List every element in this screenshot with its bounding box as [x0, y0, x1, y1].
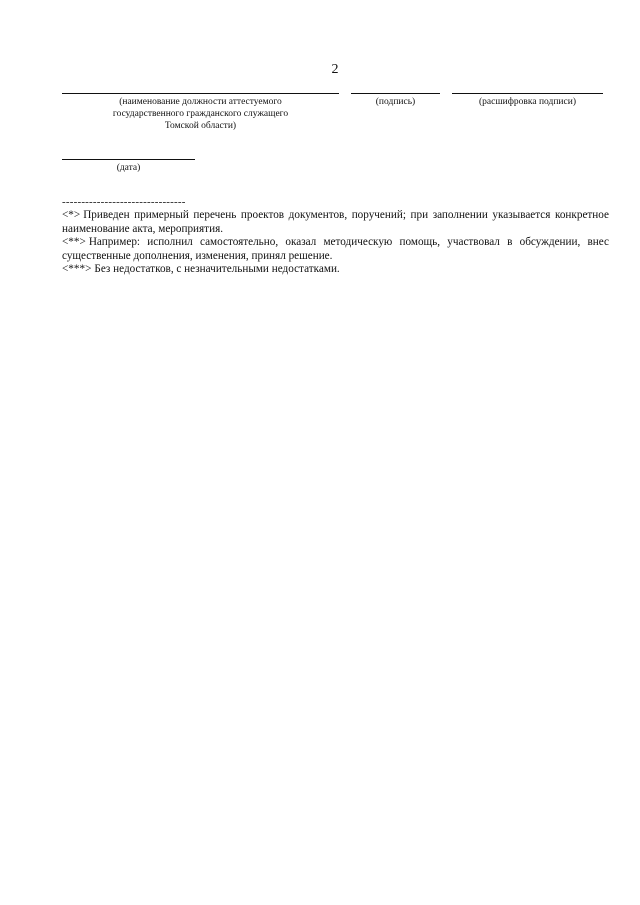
footnote-separator: -------------------------------- [62, 196, 186, 208]
position-caption [62, 96, 339, 132]
position-caption-line-2: государственного гражданского служащего [112, 109, 289, 119]
footnote-2 [62, 236, 609, 263]
footnote-1 [62, 209, 609, 236]
footnote-marker: <*> [62, 209, 81, 221]
position-caption-line-1: (наименование должности аттестуемого [119, 97, 282, 107]
footnote-marker: <***> [62, 263, 92, 275]
signature-line [351, 93, 440, 94]
footnote-text: Без недостатков, с незначительными недостатками. [94, 263, 340, 275]
date-caption: (дата) [116, 163, 141, 173]
position-signature-line [62, 93, 339, 94]
footnote-text: Например: исполнил самостоятельно, оказал методическую помощь, участвовал в обсуждении, внес существенные дополнения, изменения, принял решение. [62, 236, 609, 262]
position-caption-line-3: Томской области) [164, 121, 237, 131]
footnote-text: Приведен примерный перечень проектов документов, поручений; при заполнении указывается конкретное наименование акта, мероприятия. [62, 209, 609, 235]
signature-decoding-line [452, 93, 603, 94]
page-number: 2 [331, 62, 339, 77]
footnote-marker: <**> [62, 236, 86, 248]
footnote-3 [62, 263, 609, 277]
date-line [62, 159, 195, 160]
footnotes [62, 209, 609, 277]
signature-decoding-caption: (расшифровка подписи) [479, 97, 576, 107]
signature-caption: (подпись) [375, 97, 416, 107]
